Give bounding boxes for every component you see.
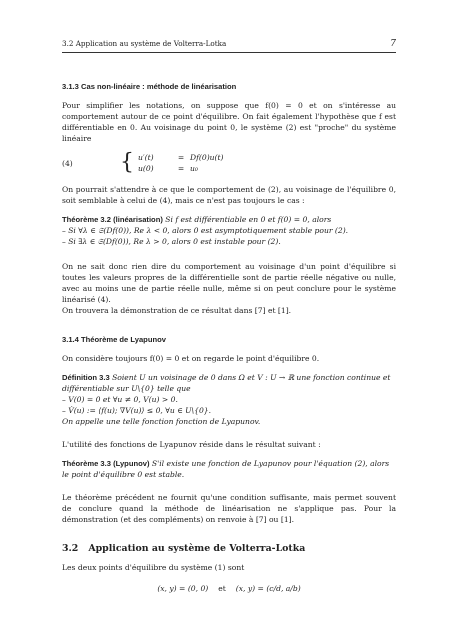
eq-row1-rhs: Df(0)u(t) [190, 153, 224, 162]
theorem-item: – Si ∀λ ∈ 𝔖(Df(0)), Re λ < 0, alors 0 est asymptotiquement stable pour (2). [62, 226, 349, 235]
equation-connector: et [218, 584, 226, 593]
definition-item: – V̇(u) := ⟨f(u); ∇V(u)⟩ ≤ 0, ∀u ∈ U\{0}. [62, 406, 212, 415]
definition-label: Définition 3.3 [62, 373, 110, 382]
section-heading-3-2 [62, 543, 396, 554]
section-title: Application au système de Volterra-Lotka [88, 543, 306, 554]
eq-row2-rel: = [177, 164, 185, 173]
equation-rows [138, 152, 224, 174]
header-section: 3.2 Application au système de Volterra-Lotka [62, 39, 227, 48]
section-number: 3.2 [62, 543, 79, 554]
theorem-label: Théorème 3.3 (Lypunov) [62, 459, 150, 468]
eq-row2-lhs: u(0) [138, 164, 154, 173]
theorem-label: Théorème 3.2 (linéarisation) [62, 215, 163, 224]
paragraph: L'utilité des fonctions de Lyapunov réside dans le résultat suivant : [62, 440, 321, 449]
theorem-text: Si f est différentiable en 0 et f(0) = 0, alors [162, 215, 332, 224]
definition-3-3 [62, 372, 396, 427]
paragraph: On trouvera la démonstration de ce résultat dans [7] et [1]. [62, 306, 292, 315]
subsection-heading-313: 3.1.3 Cas non-linéaire : méthode de linéarisation [62, 82, 237, 91]
running-header [62, 38, 396, 53]
equilibrium-origin: (x, y) = (0, 0) [157, 584, 209, 593]
subsection-heading-314: 3.1.4 Théorème de Lyapunov [62, 335, 166, 344]
definition-text: Soient U un voisinage de 0 dans Ω et V : U → ℝ une fonction continue et différentiable sur U\{0} telle que [62, 373, 391, 393]
eq-row1-lhs: u′(t) [138, 153, 154, 162]
paragraph: Le théorème précédent ne fournit qu'une condition suffisante, mais permet souvent de conclure quand la méthode de linéarisation ne s'applique pas. Pour la démonstration (et des compléments) on renvoie à [7] ou [1]. [62, 493, 396, 524]
paragraph: On pourrait s'attendre à ce que le comportement de (2), au voisinage de l'équilibre 0, soit semblable à celui de (4), mais ce n'est pas toujours le cas : [62, 185, 396, 205]
equation-label: (4) [62, 158, 73, 168]
definition-item: – V(0) = 0 et ∀u ≠ 0, V(u) > 0. [62, 395, 178, 404]
paragraph: Pour simplifier les notations, on suppose que f(0) = 0 et on s'intéresse au comportement autour de ce point d'équilibre. On fait également l'hypothèse que f est différentiable en 0. Au voisinage du point 0, le système (2) est "proche" du système linéaire [62, 101, 396, 143]
display-equation [62, 583, 396, 594]
definition-closing: On appelle une telle fonction fonction de Lyapunov. [62, 417, 261, 426]
paragraph: Les deux points d'équilibre du système (1) sont [62, 563, 245, 572]
theorem-item: – Si ∃λ ∈ 𝔖(Df(0)), Re λ > 0, alors 0 est instable pour (2). [62, 237, 281, 246]
paragraph: On considère toujours f(0) = 0 et on regarde le point d'équilibre 0. [62, 354, 320, 363]
equation-4 [62, 152, 396, 174]
eq-row1-rel: = [177, 153, 185, 162]
equilibrium-nontrivial: (x, y) = (c/d, a/b) [235, 584, 301, 593]
theorem-text: S'il existe une fonction de Lyapunov pour l'équation (2), alors le point d'équilibre 0 est stable. [62, 459, 390, 479]
left-brace: { [120, 150, 134, 175]
theorem-3-2 [62, 214, 396, 247]
page-number: 7 [390, 39, 396, 49]
eq-row2-rhs: u₀ [190, 164, 198, 173]
theorem-3-3 [62, 458, 396, 480]
paragraph: On ne sait donc rien dire du comportement au voisinage d'un point d'équilibre si toutes les valeurs propres de la différentielle sont de partie réelle négative ou nulle, avec au moins une de partie réelle nulle, même si on peut conclure pour le système linéarisé (4). [62, 262, 396, 304]
